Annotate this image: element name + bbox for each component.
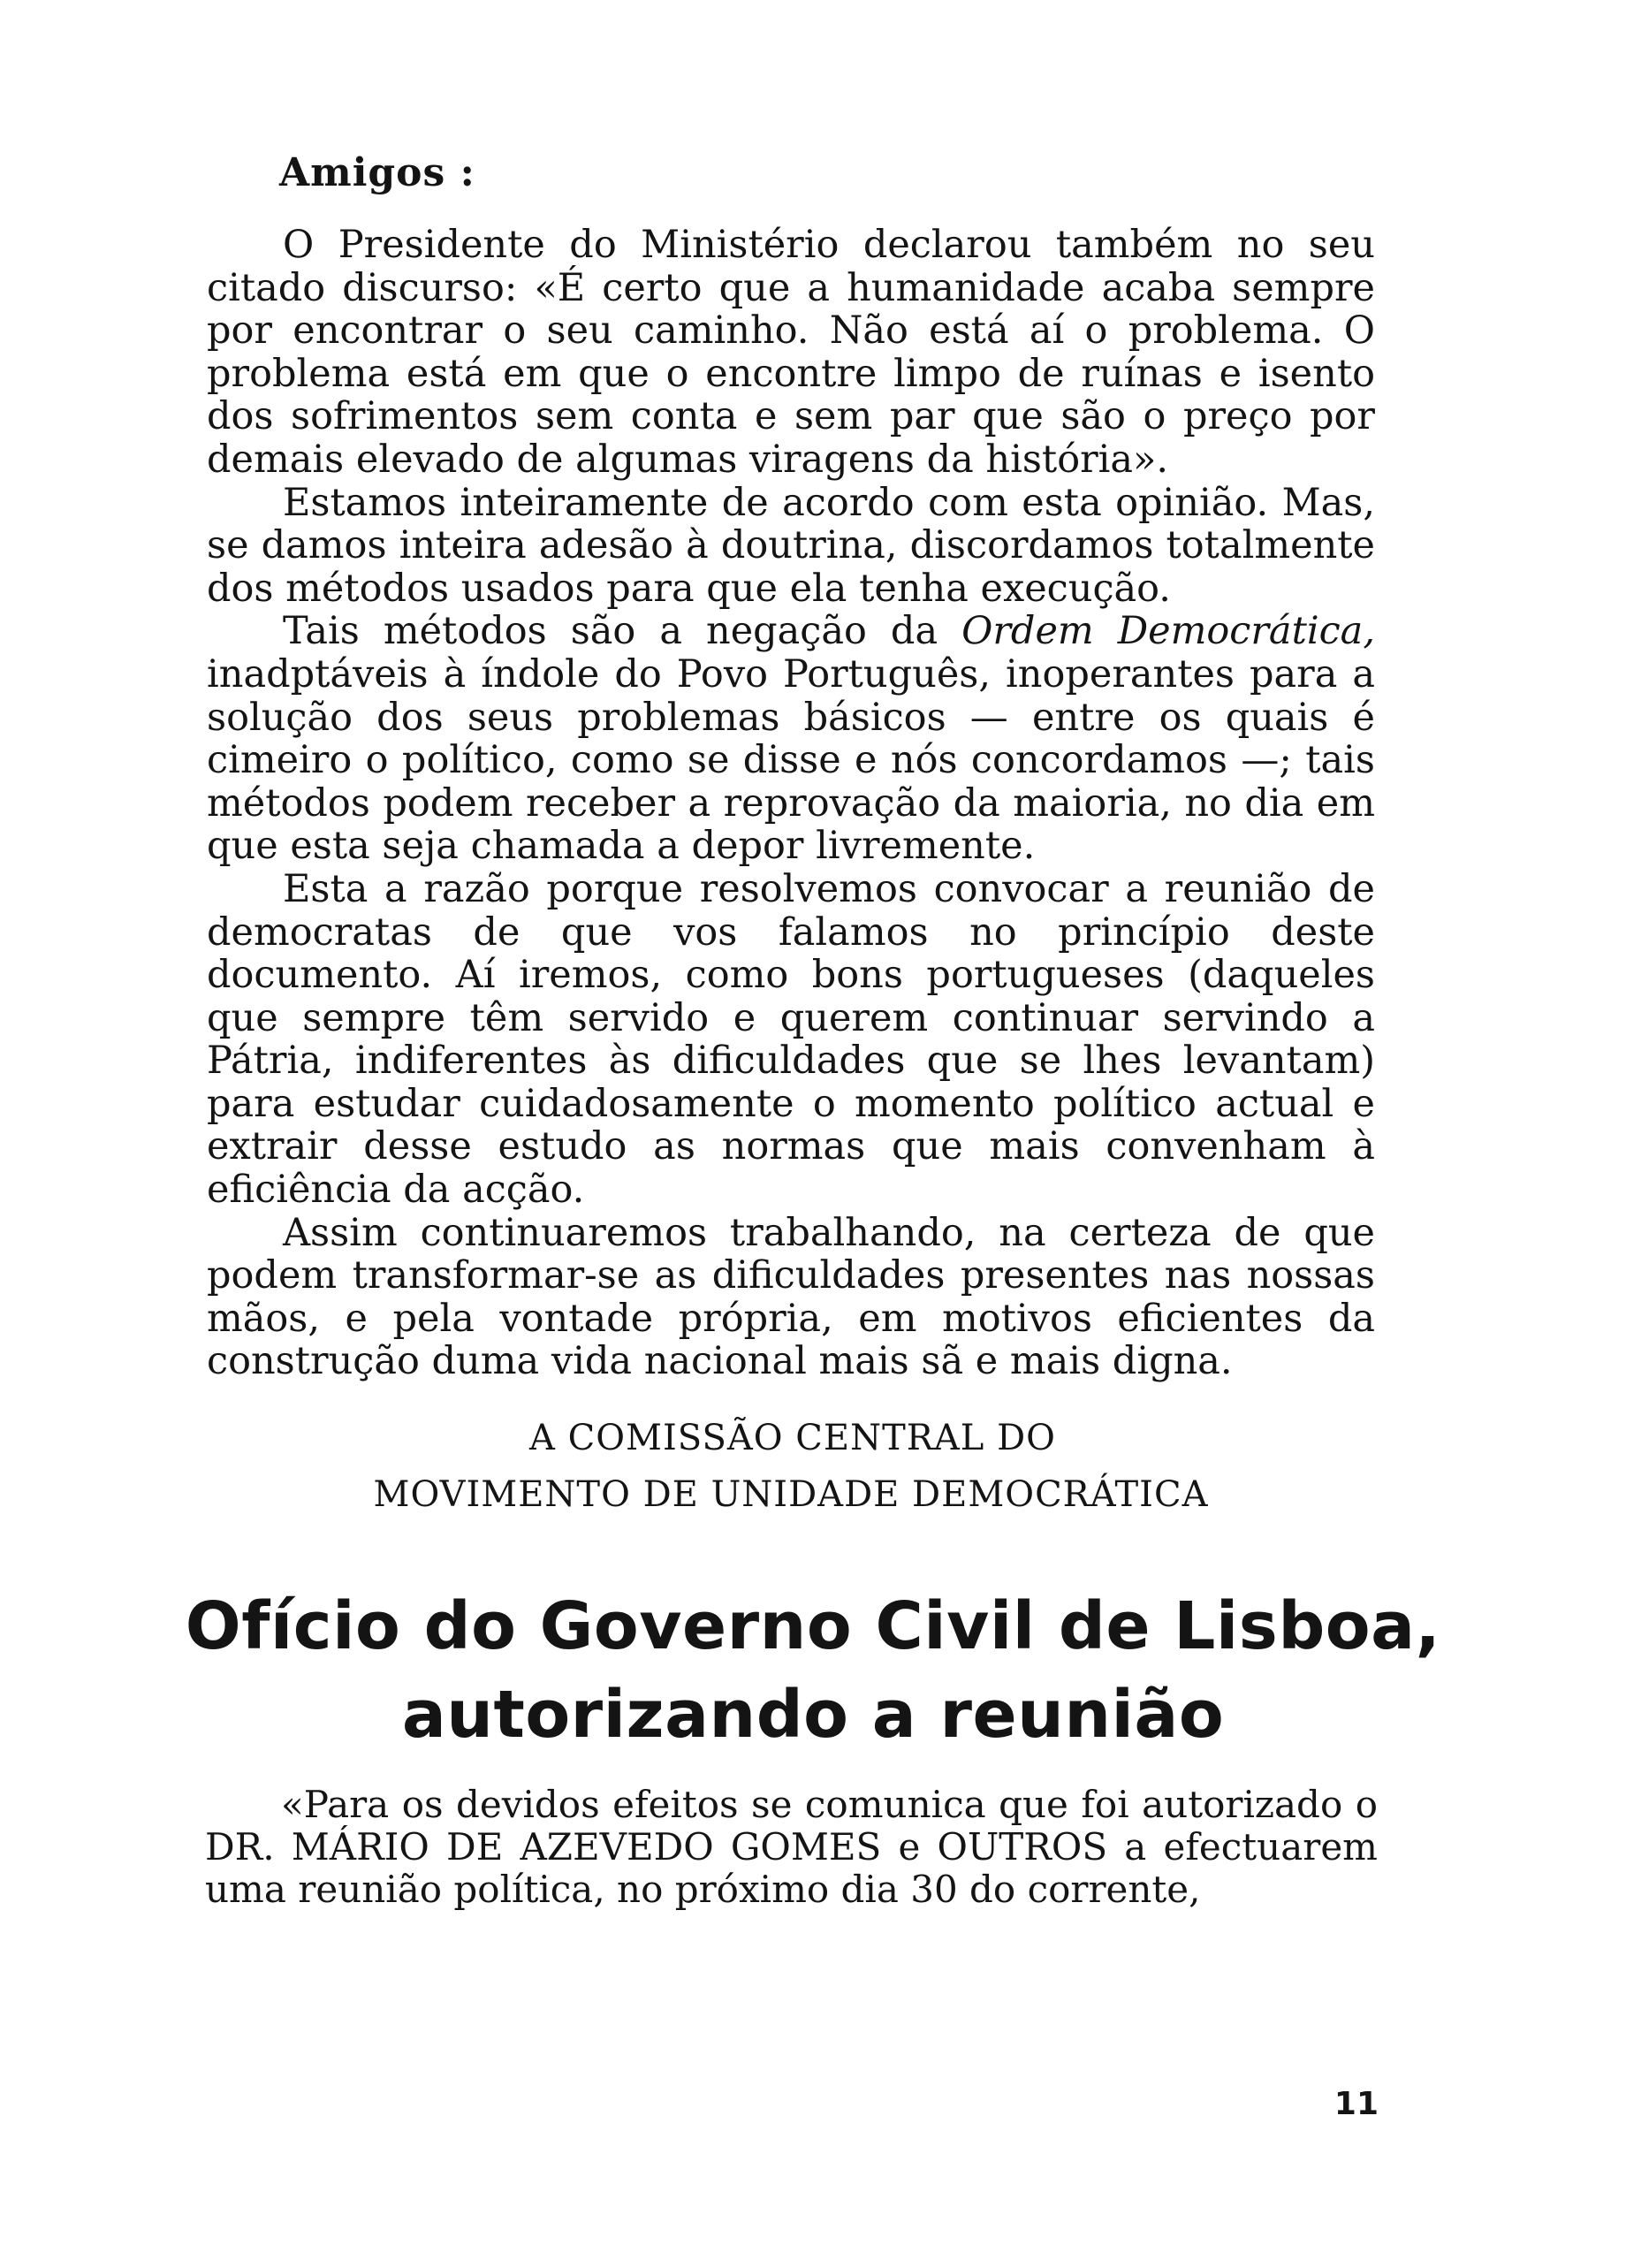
paragraph-meeting-reason: Esta a razão porque resolvemos convocar a reunião de democratas de que vos falamos no princípio deste documento. Aí iremos, como bons portugueses (daqueles que sempre têm servido e querem continuar servindo a Pátria, indiferentes às dificuldades que se lhes levantam) para estudar cuidadosamente o momento político actual e extrair desse estudo as normas que mais convenham à eficiência da acção.	[207, 866, 1375, 1213]
signature-block	[207, 1410, 1375, 1523]
methods-text-end: inadptáveis à índole do Povo Português, inoperantes para a solução dos seus problemas básicos — entre os quais é cimeiro o político, como se disse e nós concordamos —; tais métodos podem receber a reprovação da maioria, no dia em que esta seja chamada a depor livremente.	[207, 651, 1375, 869]
section-title-line-1: Ofício do Governo Civil de Lisboa,	[185, 1588, 1441, 1664]
methods-text-start: Tais métodos são a negação da	[283, 609, 962, 654]
page-number: 11	[1333, 2086, 1379, 2122]
signature-line-1: A COMISSÃO CENTRAL DO	[529, 1418, 1056, 1458]
letter-body	[207, 224, 1375, 1383]
official-letter-quote	[205, 1784, 1378, 1911]
methods-emphasis: Ordem Democrática,	[961, 609, 1375, 654]
signature-line-2: MOVIMENTO DE UNIDADE DEMOCRÁTICA	[373, 1474, 1209, 1515]
section-title	[177, 1582, 1449, 1759]
salutation: Amigos :	[279, 150, 475, 195]
paragraph-president-quote: O Presidente do Ministério declarou também no seu citado discurso: «É certo que a humanidade acaba sempre por encontrar o seu caminho. Não está aí o problema. O problema está em que o encontre limpo de ruínas e isento dos sofrimentos sem conta e sem par que são o preço por demais elevado de algumas viragens da história».	[207, 223, 1375, 482]
section-title-line-2: autorizando a reunião	[401, 1677, 1225, 1753]
paragraph-agreement: Estamos inteiramente de acordo com esta opinião. Mas, se damos inteira adesão à doutrina, discordamos totalmente dos métodos usados para que ela tenha execução.	[207, 480, 1375, 611]
paragraph-closing: Assim continuaremos trabalhando, na certeza de que podem transformar-se as dificuldades presentes nas nossas mãos, e pela vontade própria, em motivos eficientes da construção duma vida nacional mais sã e mais digna.	[207, 1210, 1375, 1384]
quote-paragraph: «Para os devidos efeitos se comunica que foi autorizado o DR. MÁRIO DE AZEVEDO GOMES e OUTROS a efectuarem uma reunião política, no próximo dia 30 do corrente,	[205, 1783, 1378, 1911]
paragraph-methods	[207, 610, 1375, 868]
